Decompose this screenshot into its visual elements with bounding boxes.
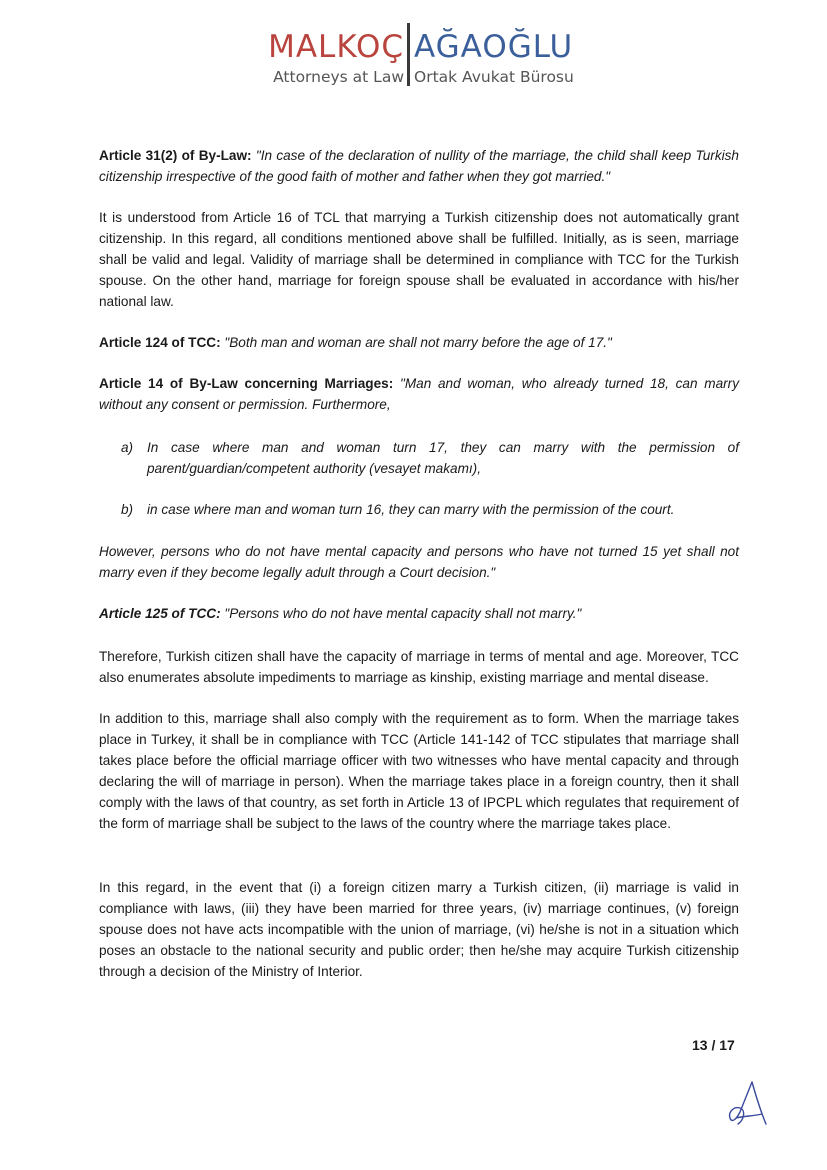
article-125-label: Article 125 of TCC:: [99, 606, 221, 621]
logo-name-malkoc: MALKOÇ: [268, 29, 404, 65]
logo-subtitle-english: Attorneys at Law: [273, 68, 404, 86]
article-124-quote: "Both man and woman are shall not marry before the age of 17.": [224, 335, 612, 350]
list-marker: b): [121, 502, 134, 517]
paragraph-conditions: In this regard, in the event that (i) a foreign citizen marry a Turkish citizen, (ii) marriage is valid in compliance with laws, (iii) they have been married for three years, (iv) marriage continues, (v) foreign spouse does not have acts incompatible with the union of marriage, (vi) he/she is not in a situation which poses an obstacle to the national security and public order; then he/she may acquire Turkish citizenship through a decision of the Ministry of Interior.: [99, 880, 739, 979]
list-item: [121, 437, 739, 479]
article-14-label: Article 14 of By-Law concerning Marriages:: [99, 376, 394, 391]
paragraph-quote-continuation: However, persons who do not have mental capacity and persons who have not turned 15 yet shall not marry even if they become legally adult through a Court decision.": [99, 544, 739, 580]
paragraph-article-14: [99, 373, 739, 415]
handwritten-initials-icon: [722, 1078, 770, 1130]
logo-subtitle-turkish: Ortak Avukat Bürosu: [414, 68, 574, 86]
list-item-text: In case where man and woman turn 17, they can marry with the permission of parent/guardian/competent authority (vesayet makamı),: [147, 440, 739, 476]
logo-right-block: [414, 30, 574, 88]
paragraph-tcl-16: It is understood from Article 16 of TCL that marrying a Turkish citizenship does not automatically grant citizenship. In this regard, all conditions mentioned above shall be fulfilled. Initially, as is seen, marriage shall be valid and legal. Validity of marriage shall be determined in compliance with TCC for the Turkish spouse. On the other hand, marriage for foreign spouse shall be evaluated in accordance with his/her national law.: [99, 210, 739, 309]
firm-logo: [0, 18, 827, 88]
paragraph-article-124: [99, 332, 739, 353]
article-124-label: Article 124 of TCC:: [99, 335, 221, 350]
article-125-quote: "Persons who do not have mental capacity shall not marry.": [224, 606, 582, 621]
article-14-quote: "Man and woman, who already turned 18, can marry without any consent or permission. Furthermore,: [99, 376, 739, 412]
logo-divider: [407, 23, 410, 86]
logo-name-agaoglu: AĞAOĞLU: [414, 29, 574, 65]
page-number: 13 / 17: [692, 1037, 735, 1053]
article-31-label: Article 31(2) of By-Law:: [99, 148, 252, 163]
paragraph-article-125: [99, 603, 739, 624]
logo-left-block: [268, 30, 404, 88]
list-item: [121, 499, 739, 520]
paragraph-form: In addition to this, marriage shall also comply with the requirement as to form. When the marriage takes place in Turkey, it shall be in compliance with TCC (Article 141-142 of TCC stipulates that marriage shall takes place before the official marriage officer with two witnesses who have mental capacity and through declaring the will of marriage in person). When the marriage takes place in a foreign country, then it shall comply with the laws of that country, as set forth in Article 13 of IPCPL which regulates that requirement of the form of marriage shall be subject to the laws of the country where the marriage takes place.: [99, 711, 739, 831]
paragraph-article-31: [99, 145, 739, 187]
paragraph-capacity: Therefore, Turkish citizen shall have the capacity of marriage in terms of mental and age. Moreover, TCC also enumerates absolute impediments to marriage as kinship, existing marriage and mental disease.: [99, 649, 739, 685]
list-marker: a): [121, 440, 134, 455]
article-31-quote: "In case of the declaration of nullity of the marriage, the child shall keep Turkish citizenship irrespective of the good faith of mother and father when they got married.": [99, 148, 739, 184]
list-item-text: in case where man and woman turn 16, they can marry with the permission of the court.: [147, 502, 675, 517]
